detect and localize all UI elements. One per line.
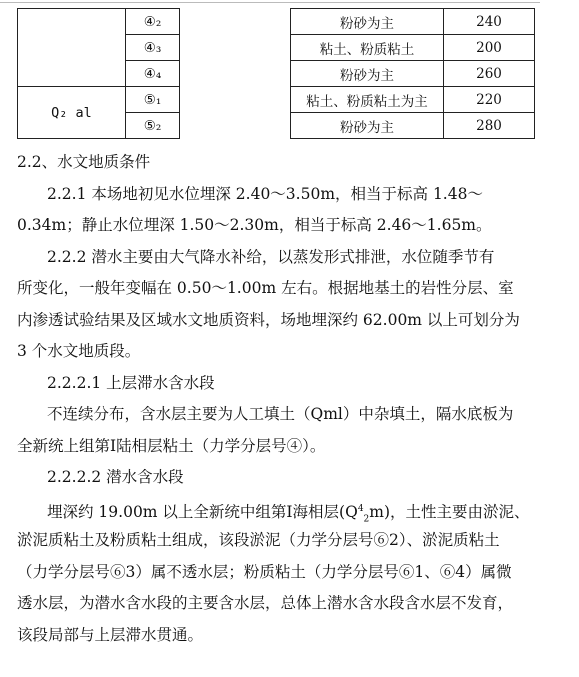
paragraph-line: 淤泥质粘土及粉质粘土组成，该段淤泥（力学分层号⑥2）、淤泥质粘土 (17, 531, 500, 549)
desc-cell: 粉砂为主 (291, 9, 444, 35)
paragraph-line: （力学分层号⑥3）属不透水层；粉质粘土（力学分层号⑥1、⑥4）属微 (17, 562, 512, 581)
paragraph-line: 埋深约 19.00m 以上全新统中组第Ⅰ海相层$(Q^4_2m)$，土性主要由淤泥、 (47, 502, 530, 524)
value-cell: 240 (444, 9, 535, 35)
desc-cell: 粉砂为主 (291, 61, 444, 87)
table-row (18, 9, 535, 35)
document-body (17, 147, 547, 651)
desc-cell: 粘土、粉质粘土为主 (291, 87, 444, 113)
paragraph-line: 该段局部与上层滞水贯通。 (17, 625, 204, 644)
paragraph-line: 2.2.2 潜水主要由大气降水补给，以蒸发形式排泄，水位随季节有 (47, 247, 495, 266)
layer-cell: ⑤₂ (126, 113, 180, 139)
empty-group-cell (18, 9, 126, 87)
subsection-heading: 2.2.2.1 上层滞水含水段 (47, 373, 215, 392)
paragraph-line: 0.34m；静止水位埋深 1.50～2.30m，相当于标高 2.46～1.65m。 (17, 216, 492, 234)
value-cell: 200 (444, 35, 535, 61)
value-cell: 280 (444, 113, 535, 139)
layer-cell: ④₄ (126, 61, 180, 87)
subsection-heading: 2.2.2.2 潜水含水段 (47, 468, 184, 486)
section-heading: 2.2、水文地质条件 (17, 153, 151, 171)
paragraph-line: 3 个水文地质段。 (17, 342, 141, 360)
value-cell: 220 (444, 87, 535, 113)
layer-cell: ④₂ (126, 9, 180, 35)
paragraph-line: 全新统上组第Ⅰ陆相层粘土（力学分层号④）。 (17, 436, 326, 455)
table-row (18, 87, 535, 113)
paragraph-line: 不连续分布，含水层主要为人工填土（Qml）中杂填土，隔水底板为 (47, 405, 514, 423)
value-cell: 260 (444, 61, 535, 87)
desc-cell: 粉砂为主 (291, 113, 444, 139)
layer-cell: ⑤₁ (126, 87, 180, 113)
paragraph-line: 2.2.1 本场地初见水位埋深 2.40～3.50m，相当于标高 1.48～ (47, 184, 483, 203)
paragraph-line: 透水层，为潜水含水段的主要含水层，总体上潜水含水段含水层不发育， (17, 594, 514, 612)
page-top-rule (0, 2, 540, 3)
strata-table (17, 8, 535, 139)
layer-cell: ④₃ (126, 35, 180, 61)
paragraph-line: 内渗透试验结果及区域水文地质资料，场地埋深约 62.00m 以上可划分为 (17, 310, 520, 329)
paragraph-line: 所变化，一般年变幅在 0.50～1.00m 左右。根据地基土的岩性分层、室 (17, 279, 514, 297)
desc-cell: 粘土、粉质粘土 (291, 35, 444, 61)
group-label-cell: Q₂ al (18, 87, 126, 139)
